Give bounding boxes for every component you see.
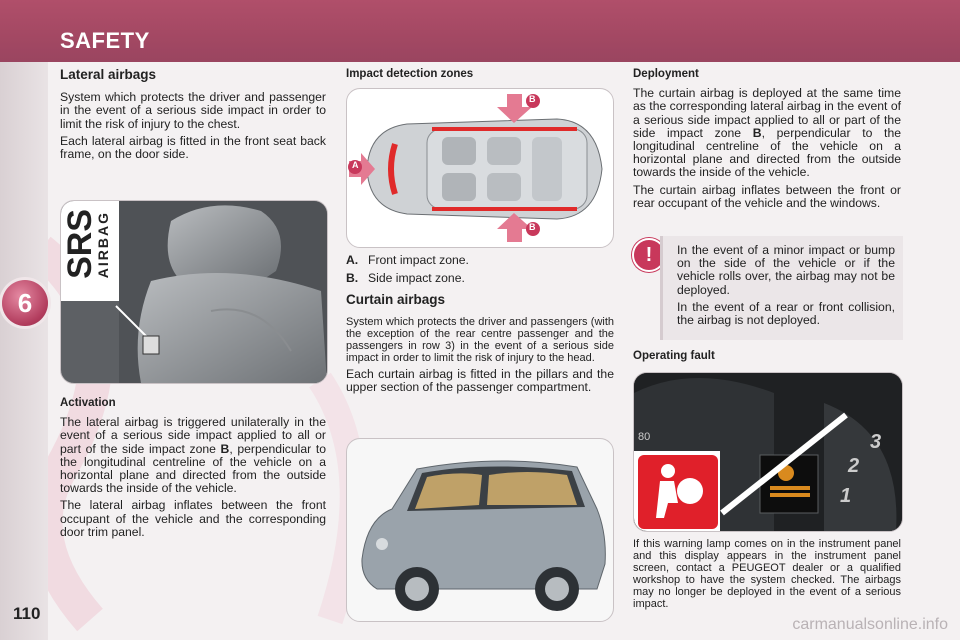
airbag-label: AIRBAG — [95, 211, 111, 279]
activation-title: Activation — [60, 397, 116, 409]
warning-paragraph-1: In the event of a minor impact or bump on the side of the vehicle or if the vehicle rolls over, the airbag may not be deployed. — [677, 243, 895, 297]
left-margin-bar — [0, 62, 48, 640]
operating-fault-section — [633, 538, 901, 614]
activation-zone-b: B — [220, 441, 230, 456]
activation-paragraph-2: The lateral airbag inflates between the front occupant of the vehicle and the corresponding door trim panel. — [60, 498, 326, 539]
operating-fault-text: If this warning lamp comes on in the instrument panel and this display appears in the instrument panel screen, contact a PEUGEOT dealer or a qualified workshop to have the system checked. The airbags may no longer be deployed in the event of a serious impact. — [633, 538, 901, 610]
operating-fault-title: Operating fault — [633, 350, 715, 362]
page-title: SAFETY — [60, 28, 150, 53]
deployment-paragraph-1 — [633, 87, 901, 179]
curtain-car-image — [346, 438, 614, 622]
warning-paragraph-2: In the event of a rear or front collision, the airbag is not deployed. — [677, 299, 895, 328]
deployment-title: Deployment — [633, 68, 699, 80]
car-topview-illustration — [347, 89, 613, 247]
lateral-airbags-title: Lateral airbags — [60, 67, 157, 82]
page-number: 110 — [13, 604, 41, 623]
legend-key-a: A. — [346, 253, 359, 267]
zone-b-marker-top: B — [529, 94, 536, 104]
legend-text-a: Front impact zone. — [368, 253, 469, 267]
deployment-text-a: The curtain airbag is deployed at the same time as the corresponding lateral airbag in the event of a serious side impact applied to all or part of the side impact zone — [633, 86, 901, 140]
impact-zones-diagram — [346, 88, 614, 248]
deployment-section — [633, 68, 901, 214]
impact-legend — [346, 254, 614, 290]
curtain-paragraph-1: System which protects the driver and passengers (with the exception of the rear centre passenger and the passengers in row 3) in the event of a serious side impact in order to limit the risk of injury to the head. — [346, 316, 614, 364]
deployment-text-b: , perpendicular to the longitudinal centreline of the vehicle on a horizontal plane and directed from the outside towards the inside of the vehicle. — [633, 125, 901, 180]
instrument-panel-image — [633, 372, 903, 532]
activation-paragraph-1 — [60, 416, 326, 495]
impact-zones-title: Impact detection zones — [346, 68, 474, 80]
lateral-paragraph-2: Each lateral airbag is fitted in the front seat back frame, on the door side. — [60, 133, 326, 162]
page-header — [0, 0, 960, 62]
watermark: carmanualsonline.info — [792, 616, 948, 633]
curtain-airbags-title: Curtain airbags — [346, 292, 446, 307]
gauge-80-label: 80 — [638, 431, 651, 443]
legend-key-b: B. — [346, 271, 359, 286]
car-side-illustration — [347, 439, 613, 621]
deployment-zone-b: B — [752, 125, 762, 140]
activation-text-b: , perpendicular to the longitudinal centreline of the vehicle on a horizontal plane and directed from the outside towards the inside of the vehicle. — [60, 441, 326, 496]
legend-row-a — [346, 254, 614, 267]
warning-icon: ! — [632, 238, 666, 272]
activation-section — [60, 397, 326, 543]
deployment-paragraph-2: The curtain airbag inflates between the front or rear occupant of the vehicle and the windows. — [633, 182, 901, 210]
chapter-tab[interactable]: 6 — [2, 280, 48, 326]
activation-text-a: The lateral airbag is triggered unilaterally in the event of a serious side impact applied to all or part of the side impact zone — [60, 415, 326, 456]
zone-a-marker: A — [352, 160, 359, 170]
dashboard-illustration — [634, 373, 902, 531]
impact-zones-heading — [346, 68, 614, 87]
srs-label: SRS — [61, 209, 99, 279]
curtain-paragraph-2: Each curtain airbag is fitted in the pillars and the upper section of the passenger compartment. — [346, 367, 614, 395]
warning-box — [660, 236, 903, 340]
lateral-airbags-section — [60, 68, 326, 165]
lateral-paragraph-1: System which protects the driver and passenger in the event of a serious side impact in order to limit the risk of injury to the chest. — [60, 90, 326, 131]
legend-row-b — [346, 272, 614, 285]
gauge-3-label: 3 — [870, 431, 882, 453]
curtain-airbags-section — [346, 294, 614, 398]
seat-srs-image — [60, 200, 328, 384]
gauge-2-label: 2 — [848, 455, 860, 477]
legend-text-b: Side impact zone. — [368, 271, 465, 286]
gauge-1-label: 1 — [840, 485, 852, 507]
zone-b-marker-bottom: B — [529, 222, 536, 232]
operating-fault-heading — [633, 350, 901, 369]
